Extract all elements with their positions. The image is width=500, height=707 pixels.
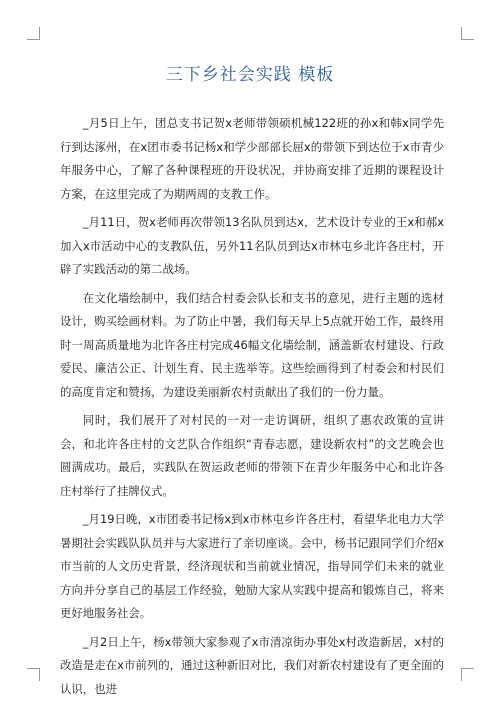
crop-mark-bottom-left: [27, 668, 40, 681]
paragraph: _月5日上午，团总支书记贺x老师带领硕机械122班的孙x和韩x同学先行到达涿州，在x团市委书记杨x和学少部部长屈x的带领下到达位于x市青少年服务中心，了解了各种课程班的开设状况，并协商安排了近期的课程设计方案，在这里完成了为期两周的支教工作。: [60, 116, 444, 201]
crop-mark-top-right: [461, 27, 474, 40]
document-title: 三下乡社会实践 模板: [165, 65, 335, 85]
crop-mark-top-left: [27, 27, 40, 40]
paragraph: _月2日上午，杨x带领大家参观了x市清凉街办事处x村改造新居，x村的改造是走在x市前列的，通过这种新旧对比，我们对新农村建设有了更全面的认识，也进: [60, 634, 444, 696]
paragraph: _月19日晚，x市团委书记杨x到x市林屯乡许各庄村，看望华北电力大学暑期社会实践队队员并与大家进行了亲切座谈。会中，杨书记跟同学们介绍x市当前的人文历史背景，经济现状和当前就业情况，指导同学们未来的就业方向并分享自己的基层工作经验，勉励大家从实践中提高和锻炼自己，将来更好地服务社会。: [60, 512, 444, 620]
paragraph: 在文化墙绘制中，我们结合村委会队长和支书的意见，进行主题的选材设计，购买绘画材料。为了防止中暑，我们每天早上5点就开始工作，最终用时一周高质量地为北许各庄村完成46幅文化墙绘制，涵盖新农村建设、行政爱民、廉洁公正、计划生育、民主选举等。这些绘画得到了村委会和村民们的高度肯定和赞扬，为建设美丽新农村贡献出了我们的一份力量。: [60, 290, 444, 399]
paragraph: 同时，我们展开了对村民的一对一走访调研，组织了惠农政策的宣讲会，和北许各庄村的文艺队合作组织“青春志愿，建设新农村”的文艺晚会也圆满成功。最后，实践队在贺运政老师的带领下在青少年服务中心和北许各庄村举行了挂牌仪式。: [60, 413, 444, 498]
document-body: [60, 112, 444, 706]
crop-mark-bottom-right: [461, 668, 474, 681]
paragraph: _月11日，贺x老师再次带领13名队员到达x，艺术设计专业的王x和郝x加入x市活动中心的支教队伍，另外11名队员到达x市林屯乡北许各庄村，开辟了实践活动的第二战场。: [60, 215, 444, 276]
